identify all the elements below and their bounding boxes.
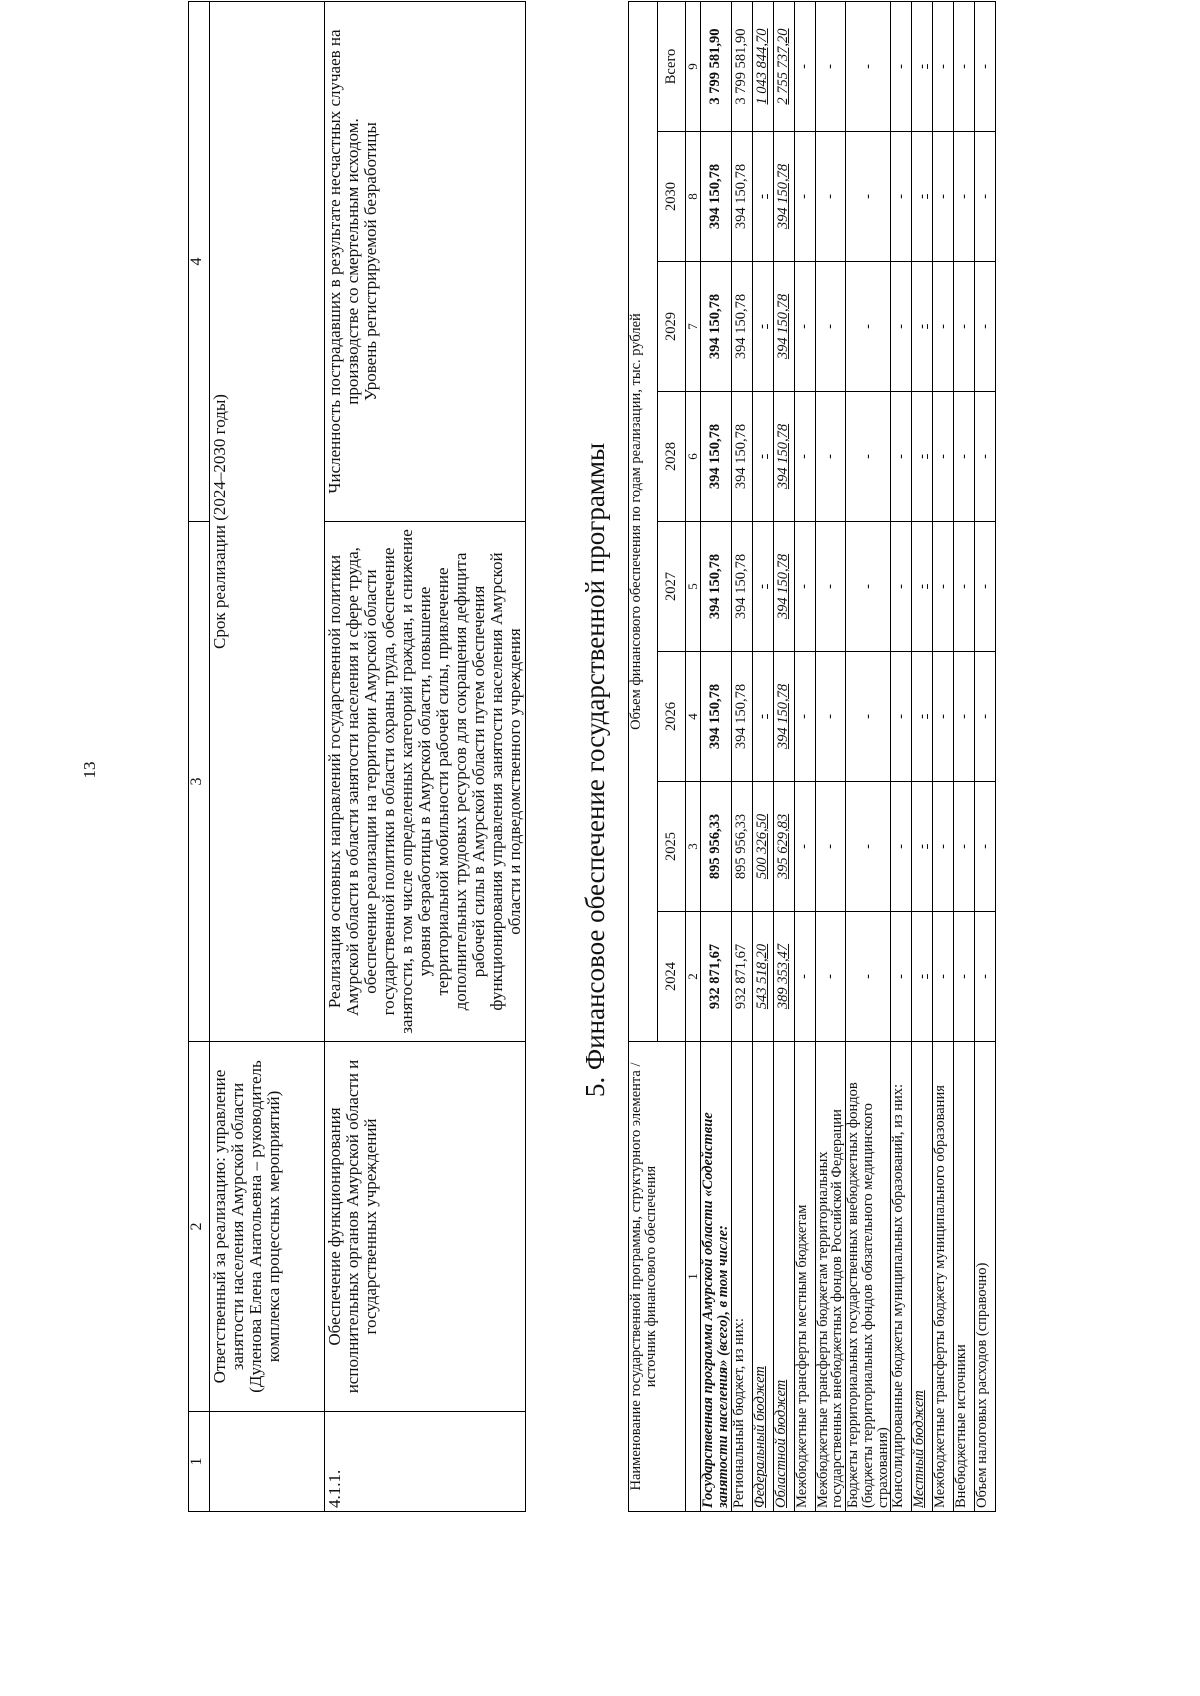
source-name: Бюджеты территориальных государственных внебюджетных фондов (бюджеты территориальных фондов обязательного медицинского страхования) — [846, 1042, 891, 1512]
table-row — [325, 2, 526, 1512]
column-header: Наименование государственной программы, структурного элемента / источник финансового обеспечения — [629, 1042, 686, 1512]
year-value: 395 629,83 — [773, 782, 794, 912]
year-header: 2025 — [657, 782, 686, 912]
year-value: - — [794, 652, 815, 782]
year-value: - — [846, 262, 891, 392]
year-header: 2026 — [657, 652, 686, 782]
year-value: - — [752, 522, 773, 652]
empty-cell — [210, 1412, 325, 1512]
year-value: - — [975, 522, 996, 652]
year-value: - — [815, 132, 846, 262]
year-value: - — [752, 262, 773, 392]
year-value: - — [975, 652, 996, 782]
year-value: - — [912, 262, 933, 392]
year-value: - — [933, 912, 954, 1042]
year-value: - — [912, 912, 933, 1042]
year-value: - — [752, 132, 773, 262]
year-value: - — [954, 782, 975, 912]
year-header: 2027 — [657, 522, 686, 652]
year-value: 394 150,78 — [701, 392, 732, 522]
index-cell: 8 — [686, 132, 701, 262]
index-cell: 4 — [686, 652, 701, 782]
source-name: Областной бюджет — [773, 1042, 794, 1512]
total-value: 1 043 844,70 — [752, 1, 773, 131]
year-value: 895 956,33 — [731, 782, 752, 912]
year-value: 895 956,33 — [701, 782, 732, 912]
table-row — [846, 1, 891, 1511]
source-name: Консолидированные бюджеты муниципальных образований, из них: — [891, 1042, 912, 1512]
year-value: 394 150,78 — [731, 652, 752, 782]
year-value: - — [975, 132, 996, 262]
year-value: - — [846, 392, 891, 522]
year-value: - — [891, 262, 912, 392]
year-value: - — [891, 132, 912, 262]
year-header: 2029 — [657, 262, 686, 392]
header-cell: 4 — [189, 2, 210, 522]
header-cell: 3 — [189, 522, 210, 1042]
table-row — [701, 1, 732, 1511]
year-value: 389 353,47 — [773, 912, 794, 1042]
year-value: - — [933, 652, 954, 782]
year-value: - — [846, 132, 891, 262]
total-header: Всего — [657, 1, 686, 131]
year-value: - — [794, 262, 815, 392]
year-value: - — [846, 652, 891, 782]
year-value: - — [846, 912, 891, 1042]
year-header: 2028 — [657, 392, 686, 522]
year-value: 394 150,78 — [701, 132, 732, 262]
year-value: 394 150,78 — [701, 522, 732, 652]
year-value: - — [954, 912, 975, 1042]
total-value: 3 799 581,90 — [731, 1, 752, 131]
year-value: - — [912, 132, 933, 262]
source-name: Объем налоговых расходов (справочно) — [975, 1042, 996, 1512]
year-header: 2030 — [657, 132, 686, 262]
total-value: - — [954, 1, 975, 131]
header-cell: 2 — [189, 1042, 210, 1412]
year-value: - — [933, 782, 954, 912]
year-value: - — [752, 652, 773, 782]
financing-rows — [701, 1, 996, 1511]
year-value: 394 150,78 — [773, 262, 794, 392]
year-value: - — [912, 392, 933, 522]
source-name: Государственная программа Амурской области «Содействие занятости населения» (всего), в том числе: — [701, 1042, 732, 1512]
year-value: 394 150,78 — [731, 262, 752, 392]
year-value: - — [815, 392, 846, 522]
year-value: - — [846, 782, 891, 912]
year-value: - — [954, 522, 975, 652]
year-value: - — [846, 522, 891, 652]
structural-element-table — [188, 1, 526, 1512]
year-value: 394 150,78 — [773, 522, 794, 652]
year-value: - — [933, 132, 954, 262]
table-row — [752, 1, 773, 1511]
source-name: Межбюджетные трансферты местным бюджетам — [794, 1042, 815, 1512]
table-row — [891, 1, 912, 1511]
year-value: - — [794, 782, 815, 912]
table-row — [912, 1, 933, 1511]
table-row — [773, 1, 794, 1511]
table-row — [210, 2, 325, 1512]
index-cell: 3 — [686, 782, 701, 912]
year-value: 394 150,78 — [731, 392, 752, 522]
year-value: - — [912, 782, 933, 912]
year-value: - — [933, 522, 954, 652]
year-value: - — [954, 652, 975, 782]
year-value: - — [933, 262, 954, 392]
year-value: - — [975, 782, 996, 912]
total-value: - — [975, 1, 996, 131]
total-value: 2 755 737,20 — [773, 1, 794, 131]
table-row — [731, 1, 752, 1511]
year-value: - — [794, 392, 815, 522]
year-value: 394 150,78 — [773, 132, 794, 262]
table-row — [954, 1, 975, 1511]
total-value: - — [846, 1, 891, 131]
section-heading: 5. Финансовое обеспечение государственной программы — [580, 442, 610, 1098]
year-value: - — [891, 392, 912, 522]
year-value: - — [975, 912, 996, 1042]
year-value: 394 150,78 — [773, 652, 794, 782]
table-row — [975, 1, 996, 1511]
source-name: Межбюджетные трансферты бюджету муниципального образования — [933, 1042, 954, 1512]
year-value: - — [975, 392, 996, 522]
source-name: Межбюджетные трансферты бюджетам территориальных государственных внебюджетных фондов Российской Федерации — [815, 1042, 846, 1512]
table-row — [815, 1, 846, 1511]
year-value: - — [954, 392, 975, 522]
column-index-row — [686, 1, 701, 1511]
year-value: - — [912, 522, 933, 652]
year-value: 932 871,67 — [731, 912, 752, 1042]
year-value: - — [794, 522, 815, 652]
year-value: - — [891, 912, 912, 1042]
column-header: Объем финансового обеспечения по годам реализации, тыс. рублей — [629, 1, 658, 1041]
year-value: - — [954, 132, 975, 262]
year-header: 2024 — [657, 912, 686, 1042]
year-value: 394 150,78 — [701, 652, 732, 782]
source-name: Местный бюджет — [912, 1042, 933, 1512]
total-value: - — [794, 1, 815, 131]
year-value: - — [815, 912, 846, 1042]
year-value: - — [752, 392, 773, 522]
table-row — [794, 1, 815, 1511]
effect-cell: Реализация основных направлений государственной политики Амурской области в области занятости населения и сфере труда, обеспечение реализации на территории Амурской области государственной политики в области охраны труда, обеспечение занятости, в том числе определенных категорий граждан, и снижение уровня безработицы в Амурской области, повышение территориальной мобильности рабочей силы, привлечение дополнительных трудовых ресурсов для сокращения дефицита рабочей силы в Амурской области путем обеспечения функционирования управления занятости населения Амурской области и подведомственного учреждения — [325, 522, 526, 1042]
row-number: 4.1.1. — [325, 1412, 526, 1512]
year-value: - — [891, 522, 912, 652]
total-value: 3 799 581,90 — [701, 1, 732, 131]
year-value: 932 871,67 — [701, 912, 732, 1042]
source-name: Федеральный бюджет — [752, 1042, 773, 1512]
year-value: 394 150,78 — [731, 522, 752, 652]
task-cell: Обеспечение функционирования исполнительных органов Амурской области и государственных учреждений — [325, 1042, 526, 1412]
index-cell: 9 — [686, 1, 701, 131]
table-header-row — [189, 2, 210, 1512]
total-value: - — [815, 1, 846, 131]
year-value: - — [933, 392, 954, 522]
year-value: 500 326,50 — [752, 782, 773, 912]
source-name: Внебюджетные источники — [954, 1042, 975, 1512]
index-cell: 1 — [686, 1042, 701, 1512]
table-row — [933, 1, 954, 1511]
year-value: - — [815, 522, 846, 652]
page-number: 13 — [80, 761, 99, 779]
year-value: - — [815, 262, 846, 392]
year-value: - — [794, 912, 815, 1042]
year-value: - — [912, 652, 933, 782]
year-value: 394 150,78 — [731, 132, 752, 262]
year-value: - — [975, 262, 996, 392]
year-value: 394 150,78 — [773, 392, 794, 522]
financing-table — [628, 1, 996, 1512]
index-cell: 6 — [686, 392, 701, 522]
total-value: - — [933, 1, 954, 131]
year-value: - — [815, 652, 846, 782]
year-value: - — [815, 782, 846, 912]
year-value: - — [891, 652, 912, 782]
year-value: - — [954, 262, 975, 392]
year-value: - — [891, 782, 912, 912]
total-value: - — [891, 1, 912, 131]
header-cell: 1 — [189, 1412, 210, 1512]
index-cell: 2 — [686, 912, 701, 1042]
index-cell: 7 — [686, 262, 701, 392]
year-value: 394 150,78 — [701, 262, 732, 392]
table-header-row — [629, 1, 658, 1511]
responsible-cell: Ответственный за реализацию: управление занятости населения Амурской области (Дуленова Елена Анатольевна – руководитель комплекса процессных мероприятий) — [210, 1042, 325, 1412]
year-value: 543 518,20 — [752, 912, 773, 1042]
index-cell: 5 — [686, 522, 701, 652]
period-cell: Срок реализации (2024–2030 годы) — [210, 2, 325, 1042]
indicator-cell: Численность пострадавших в результате несчастных случаев на производстве со смертельным исходом. Уровень регистрируемой безработицы — [325, 2, 526, 522]
total-value: - — [912, 1, 933, 131]
source-name: Региональный бюджет, из них: — [731, 1042, 752, 1512]
year-value: - — [794, 132, 815, 262]
